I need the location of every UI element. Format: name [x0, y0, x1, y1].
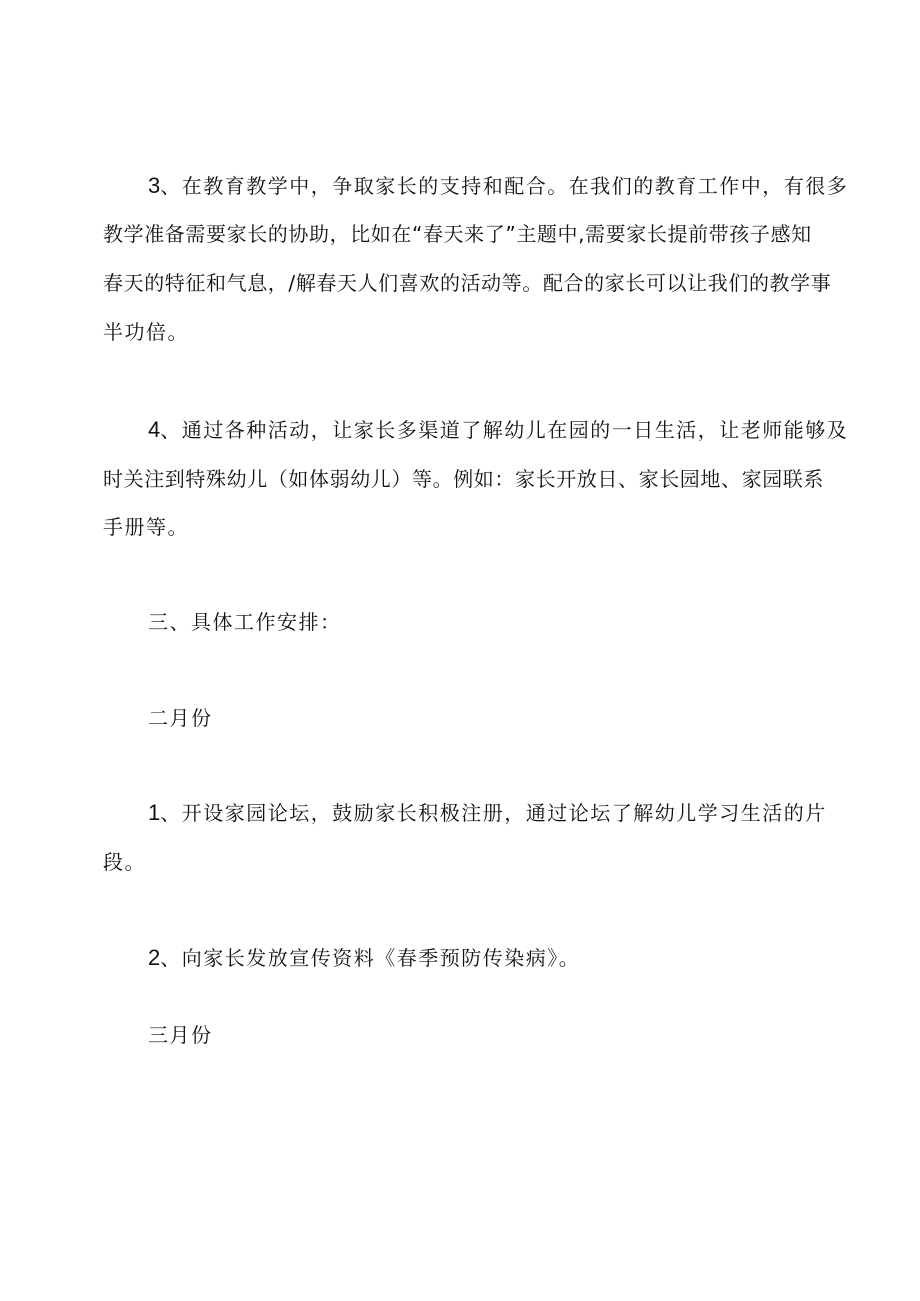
paragraph-4-number: 4: [148, 417, 161, 442]
month-heading-february: 二月份: [148, 706, 213, 730]
section-heading: 三、具体工作安排：: [148, 610, 342, 634]
paragraph-3-line-1-text: 、在教育教学中，争取家长的支持和配合。在我们的教育工作中，有很多: [160, 174, 849, 198]
paragraph-3-number: 3: [148, 173, 161, 198]
item-2-line-1-text: 、向家长发放宣传资料《春季预防传染病》。: [160, 946, 581, 970]
item-2-number: 2: [148, 945, 161, 970]
paragraph-3-line-4: 半功倍。: [103, 320, 189, 344]
paragraph-3-line-3: 春天的特征和气息，/解春天人们喜欢的活动等。配合的家长可以让我们的教学事: [103, 271, 832, 295]
month-heading-march: 三月份: [148, 1023, 213, 1047]
paragraph-4-line-1-text: 、通过各种活动，让家长多渠道了解幼儿在园的一日生活，让老师能够及: [160, 418, 849, 442]
item-1-number: 1: [148, 800, 161, 825]
paragraph-4-line-3: 手册等。: [103, 515, 189, 539]
item-1-line-2: 段。: [103, 850, 146, 874]
paragraph-4-line-2: 时关注到特殊幼儿（如体弱幼儿）等。例如：家长开放日、家长园地、家园联系: [103, 467, 824, 491]
paragraph-4-line-1: [148, 418, 848, 442]
paragraph-3-line-2: 教学准备需要家长的协助，比如在“春天来了”主题中,需要家长提前带孩子感知: [103, 222, 812, 246]
paragraph-3-line-1: [148, 174, 848, 198]
item-1-line-1-text: 、开设家园论坛，鼓励家长积极注册，通过论坛了解幼儿学习生活的片: [160, 801, 827, 825]
item-1-line-1: [148, 801, 827, 825]
item-2-line-1: [148, 946, 580, 970]
